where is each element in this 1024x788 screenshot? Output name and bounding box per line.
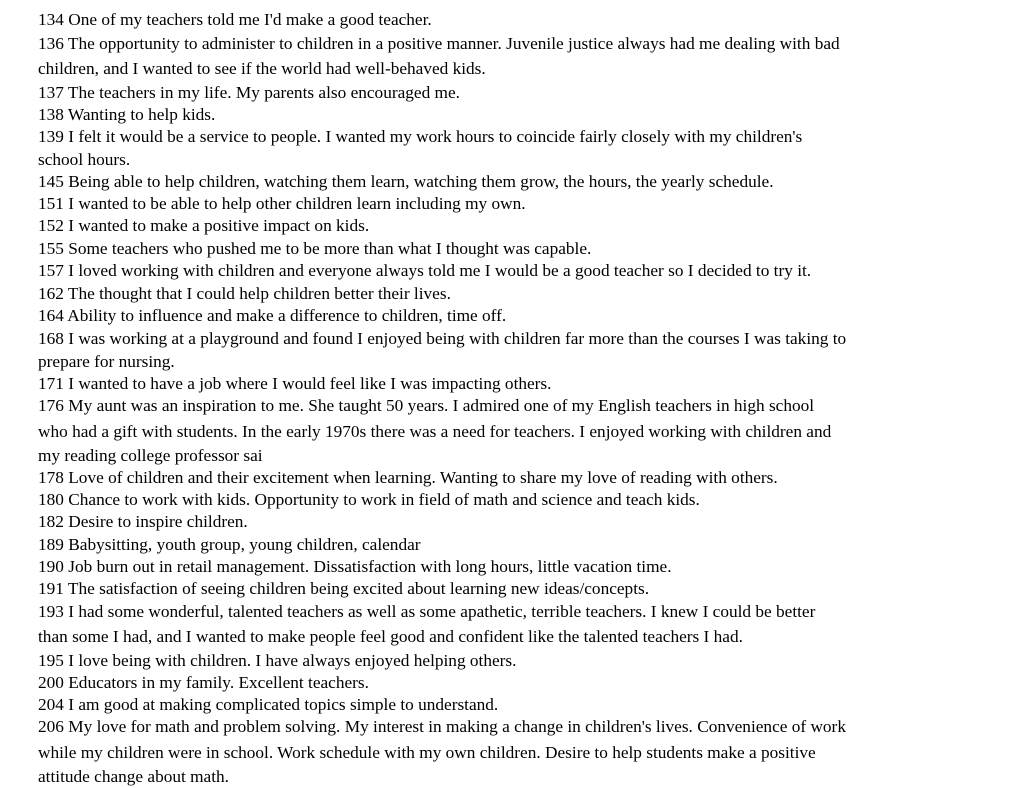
text-line: while my children were in school. Work schedule with my own children. Desire to help students make a positive xyxy=(38,743,816,762)
text-line: 155 Some teachers who pushed me to be more than what I thought was capable. xyxy=(38,239,592,258)
text-line: 180 Chance to work with kids. Opportunity to work in field of math and science and teach kids. xyxy=(38,490,700,509)
text-line: 151 I wanted to be able to help other children learn including my own. xyxy=(38,194,526,213)
text-line: 138 Wanting to help kids. xyxy=(38,105,216,124)
text-line: 171 I wanted to have a job where I would feel like I was impacting others. xyxy=(38,374,552,393)
text-line: 145 Being able to help children, watching them learn, watching them grow, the hours, the yearly schedule. xyxy=(38,172,774,191)
text-line: 193 I had some wonderful, talented teachers as well as some apathetic, terrible teachers. I knew I could be better xyxy=(38,602,816,621)
text-line: my reading college professor sai xyxy=(38,446,263,465)
text-line: than some I had, and I wanted to make people feel good and confident like the talented teachers I had. xyxy=(38,627,743,646)
text-line: 176 My aunt was an inspiration to me. She taught 50 years. I admired one of my English teachers in high school xyxy=(38,396,815,415)
text-line: 195 I love being with children. I have always enjoyed helping others. xyxy=(38,651,517,670)
text-line: attitude change about math. xyxy=(38,767,229,786)
text-line: 189 Babysitting, youth group, young children, calendar xyxy=(38,535,421,554)
text-line: prepare for nursing. xyxy=(38,352,175,371)
text-line: school hours. xyxy=(38,150,131,169)
text-line: 139 I felt it would be a service to people. I wanted my work hours to coincide fairly closely with my children's xyxy=(38,127,803,146)
text-line: 168 I was working at a playground and found I enjoyed being with children far more than the courses I was taking to xyxy=(38,329,847,348)
text-line: 204 I am good at making complicated topics simple to understand. xyxy=(38,695,499,714)
text-line: 136 The opportunity to administer to children in a positive manner. Juvenile justice always had me dealing with bad xyxy=(38,34,840,53)
text-line: 190 Job burn out in retail management. Dissatisfaction with long hours, little vacation time. xyxy=(38,557,672,576)
text-line: 164 Ability to influence and make a difference to children, time off. xyxy=(38,306,507,325)
text-line: 157 I loved working with children and everyone always told me I would be a good teacher so I decided to try it. xyxy=(38,261,812,280)
text-line: 137 The teachers in my life. My parents also encouraged me. xyxy=(38,83,460,102)
text-line: 200 Educators in my family. Excellent teachers. xyxy=(38,673,369,692)
text-line: children, and I wanted to see if the world had well-behaved kids. xyxy=(38,59,486,78)
text-line: 162 The thought that I could help children better their lives. xyxy=(38,284,451,303)
text-line: 191 The satisfaction of seeing children being excited about learning new ideas/concepts. xyxy=(38,579,650,598)
text-line: 152 I wanted to make a positive impact on kids. xyxy=(38,216,370,235)
text-line: 206 My love for math and problem solving. My interest in making a change in children's lives. Convenience of work xyxy=(38,717,846,736)
text-line: 178 Love of children and their excitement when learning. Wanting to share my love of reading with others. xyxy=(38,468,778,487)
text-line: 134 One of my teachers told me I'd make a good teacher. xyxy=(38,10,432,29)
text-line: who had a gift with students. In the early 1970s there was a need for teachers. I enjoyed working with children and xyxy=(38,422,832,441)
text-line: 182 Desire to inspire children. xyxy=(38,512,248,531)
